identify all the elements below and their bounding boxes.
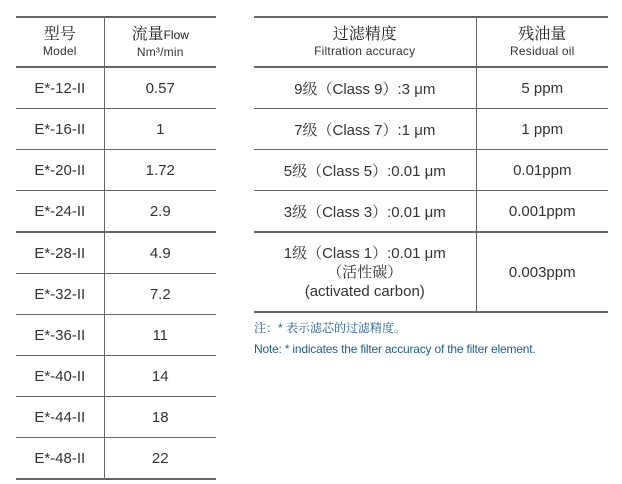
flow-cell: 14 [104, 356, 216, 397]
accuracy-line: 1级（Class 1）:0.01 μm [283, 244, 446, 262]
table-row [254, 232, 608, 312]
model-flow-header-row [16, 17, 216, 67]
model-cell: E*-12-II [16, 67, 104, 109]
table-row [254, 191, 608, 233]
model-header-en: Model [42, 44, 77, 58]
filtration-table [254, 16, 608, 313]
residual-oil-cell: 5 ppm [476, 67, 608, 109]
residual-oil-header-en: Residual oil [510, 44, 575, 58]
model-cell: E*-32-II [16, 274, 104, 315]
model-cell: E*-16-II [16, 109, 104, 150]
accuracy-header-en: Filtration accuracy [314, 44, 416, 58]
flow-cell: 7.2 [104, 274, 216, 315]
table-row [16, 274, 216, 315]
model-header [16, 17, 104, 67]
accuracy-cell: 5级（Class 5）:0.01 μm [254, 150, 476, 191]
table-row [16, 150, 216, 191]
accuracy-line: (activated carbon) [304, 282, 425, 300]
flow-cell: 1.72 [104, 150, 216, 191]
table-row [16, 109, 216, 150]
flow-header-title [105, 25, 217, 45]
residual-oil-header [476, 17, 608, 67]
accuracy-line: （活性碳） [327, 263, 403, 281]
flow-cell: 0.57 [104, 67, 216, 109]
footnote-en: Note: * indicates the filter accuracy of the filter element. [254, 342, 536, 356]
residual-oil-header-cn: 残油量 [518, 26, 567, 43]
flow-cell: 11 [104, 315, 216, 356]
flow-cell: 1 [104, 109, 216, 150]
model-cell: E*-44-II [16, 397, 104, 438]
table-row [16, 438, 216, 480]
table-row [254, 150, 608, 191]
flow-header-en: Flow [163, 27, 189, 42]
model-cell: E*-24-II [16, 191, 104, 233]
table-row [254, 67, 608, 109]
table-row [254, 109, 608, 150]
model-cell: E*-28-II [16, 232, 104, 274]
accuracy-cell: 3级（Class 3）:0.01 μm [254, 191, 476, 233]
filtration-header-row [254, 17, 608, 67]
table-row [16, 191, 216, 233]
flow-header-cn: 流量 [131, 25, 164, 43]
model-cell: E*-20-II [16, 150, 104, 191]
flow-header-unit: Nm³/min [136, 44, 184, 59]
flow-cell: 4.9 [104, 232, 216, 274]
flow-cell: 22 [104, 438, 216, 480]
accuracy-cell: 9级（Class 9）:3 μm [254, 67, 476, 109]
table-row [16, 232, 216, 274]
accuracy-cell [254, 232, 476, 312]
accuracy-header-cn: 过滤精度 [332, 26, 397, 43]
residual-oil-cell: 0.001ppm [476, 191, 608, 233]
table-row [16, 67, 216, 109]
table-row [16, 397, 216, 438]
model-header-cn: 型号 [43, 26, 76, 43]
model-cell: E*-36-II [16, 315, 104, 356]
accuracy-cell: 7级（Class 7）:1 μm [254, 109, 476, 150]
footnote [254, 320, 619, 357]
residual-oil-cell: 0.01ppm [476, 150, 608, 191]
footnote-cn: 注：* 表示滤芯的过滤精度。 [254, 321, 407, 335]
flow-header [104, 17, 216, 67]
model-cell: E*-40-II [16, 356, 104, 397]
accuracy-header [254, 17, 476, 67]
table-row [16, 356, 216, 397]
flow-cell: 18 [104, 397, 216, 438]
residual-oil-cell: 0.003ppm [476, 232, 608, 312]
table-row [16, 315, 216, 356]
residual-oil-cell: 1 ppm [476, 109, 608, 150]
flow-cell: 2.9 [104, 191, 216, 233]
model-cell: E*-48-II [34, 449, 86, 467]
model-flow-table [16, 16, 216, 480]
